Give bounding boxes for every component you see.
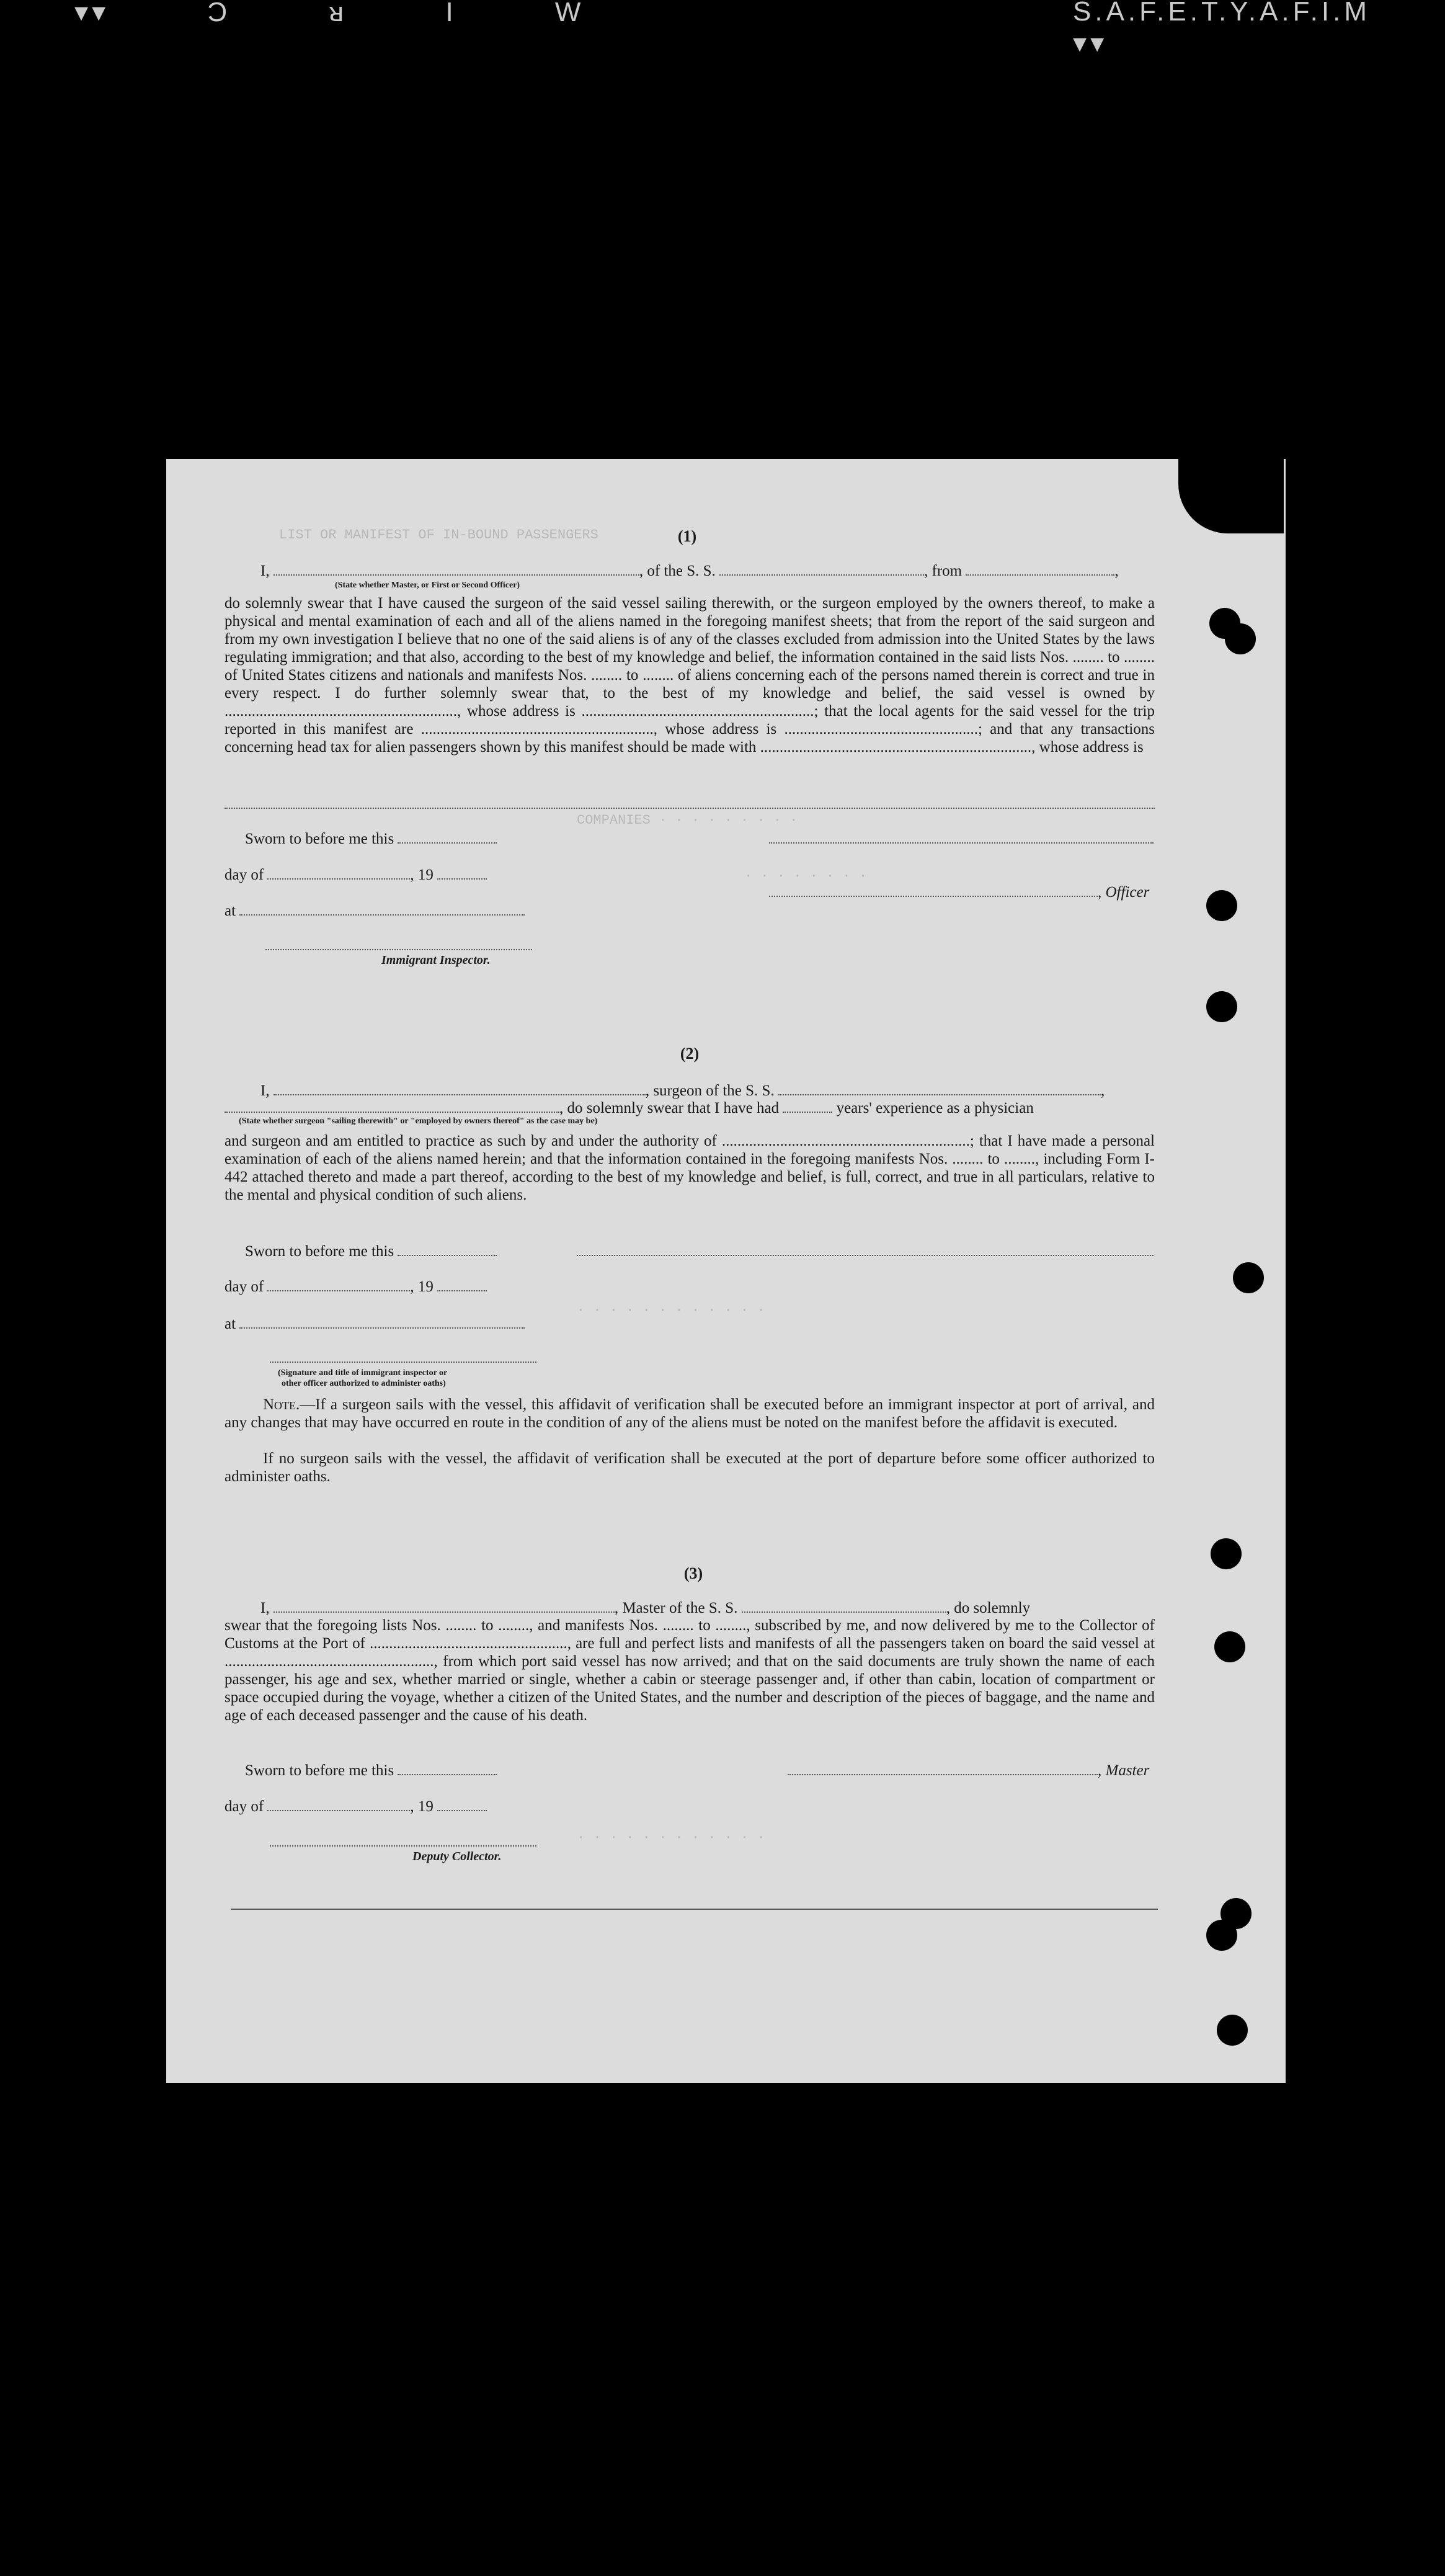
film-strip-header (0, 0, 1445, 58)
surgeon-affidavit-text: and surgeon and am entitled to practice as such by and under the authority of ................................................................; that I have made a personal examination of each of the aliens named herein; and that the information contained in the foregoing manifests Nos. ........ to ........, including Form I-442 attached thereto and made a part thereof, according to the best of my knowledge and belief, is full, correct, and true in all particulars, relative to the mental and physical condition of such aliens. (225, 1133, 1155, 1203)
bleed-through-text: · · · · · · · · · · · · (577, 1830, 765, 1845)
punch-hole (1225, 623, 1256, 654)
inspector-signature-line (265, 949, 532, 950)
day-line-2: day of , 19 (225, 1278, 487, 1296)
bleed-through-text: LIST OR MANIFEST OF IN-BOUND PASSENGERS (279, 527, 598, 543)
collector-signature-line (270, 1845, 536, 1847)
bleed-through-text: COMPANIES · · · · · · · · · (577, 813, 798, 828)
section-number-1: (1) (677, 527, 697, 545)
note-paragraph-2: If no surgeon sails with the vessel, the affidavit of verification shall be executed at the port of departure before some officer authorized to administer oaths. (225, 1450, 1155, 1485)
surgeon-line: I, , surgeon of the S. S. , (260, 1082, 1105, 1099)
punch-hole (1217, 2015, 1248, 2046)
deputy-collector-label: Deputy Collector. (412, 1850, 502, 1863)
signature-title-note: (Signature and title of immigrant inspector or other officer authorized to administer oaths) (278, 1368, 448, 1388)
officer-signature-line: , Officer (769, 883, 1149, 901)
punch-hole (1206, 1920, 1237, 1951)
signature-line (769, 842, 1154, 844)
section-number-2: (2) (680, 1045, 700, 1063)
bleed-through-text: · · · · · · · · (744, 868, 868, 884)
punch-hole (1206, 890, 1237, 921)
surgeon-experience-line: , do solemnly swear that I have had years' experience as a physician (225, 1099, 1034, 1117)
divider-rule (225, 808, 1155, 809)
inspector-signature-line (270, 1362, 536, 1363)
at-line-2: at (225, 1315, 525, 1333)
punch-hole (1211, 1538, 1242, 1569)
sworn-line-2: Sworn to before me this (245, 1242, 497, 1260)
master-signature-line: , Master (788, 1762, 1149, 1780)
section-number-3: (3) (683, 1564, 703, 1582)
master-affidavit-text: do solemnly swear that I have caused the surgeon of the said vessel sailing therewith, or the surgeon employed by the owners thereof, to make a physical and mental examination of each and all of the aliens named in the foregoing manifest sheets; that from the report of the said surgeon and from my own investigation I believe that no one of the said aliens is of any of the classes excluded from admission into the United States by the laws regulating immigration; and that also, according to the best of my knowledge and belief, the information contained in the said lists Nos. ........ to ........ of United States citizens and nationals and manifests Nos. ........ to ........ of aliens concerning each of the persons named therein is correct and true in every respect. I do further solemnly swear that, to the best of my knowledge and belief, the said vessel is owned by ............................................................, whose address is ............................................................; that the local agents for the said vessel for the trip reported in this manifest are ............................................................, whose address is ..................................................; and that any transactions concerning head tax for alien passengers shown by this manifest should be made with ......................................................................, whose address is (225, 595, 1155, 755)
film-strip-left-text: ▾▾ Ɔ ᴚ I W (74, 0, 585, 27)
immigrant-inspector-label: Immigrant Inspector. (381, 953, 491, 967)
note-paragraph: Note.—If a surgeon sails with the vessel, this affidavit of verification shall be executed before an immigrant inspector at port of arrival, and any changes that may have occurred en route in the condition of any of the aliens must be noted on the manifest before the affidavit is executed. (225, 1396, 1155, 1431)
film-strip-right-text: S.A.F.E.T.Y.A.F.I.M ▾▾ (1073, 0, 1371, 58)
day-line-1: day of , 19 (225, 866, 487, 884)
signature-line (577, 1255, 1154, 1256)
officer-line: I, , of the S. S. , from , (260, 563, 1119, 579)
master-manifest-affidavit-text: swear that the foregoing lists Nos. ........ to ........, and manifests Nos. ........ to ........, subscribed by me, and now delivered by me to the Collector of Customs at the Port of ..................................................., are full and perfect lists and manifests of all the passengers taken on board the said vessel at ......................................................, from which port said vessel has now arrived; and that on the said documents are truly shown the name of each passenger, his age and sex, whether married or single, whether a cabin or steerage passenger and, if other than cabin, location of compartment or space occupied during the voyage, whether a citizen of the United States, and the number and description of the pieces of baggage, and the name and age of each deceased passenger and the cause of his death. (225, 1617, 1155, 1724)
punch-hole (1214, 1631, 1245, 1662)
sworn-line-3: Sworn to before me this (245, 1762, 497, 1780)
bottom-rule (231, 1909, 1158, 1910)
at-line-1: at (225, 902, 525, 920)
punch-hole (1233, 1262, 1264, 1293)
day-line-3: day of , 19 (225, 1798, 487, 1816)
master-line: I, , Master of the S. S. , do solemnly (260, 1600, 1031, 1616)
sworn-line-1: Sworn to before me this (245, 830, 497, 848)
officer-rank-note: (State whether Master, or First or Second Officer) (335, 581, 520, 590)
surgeon-status-note: (State whether surgeon "sailing therewith" or "employed by owners thereof" as the case may be) (239, 1116, 598, 1126)
bleed-through-text: · · · · · · · · · · · · (577, 1303, 765, 1318)
punch-hole (1206, 991, 1237, 1022)
